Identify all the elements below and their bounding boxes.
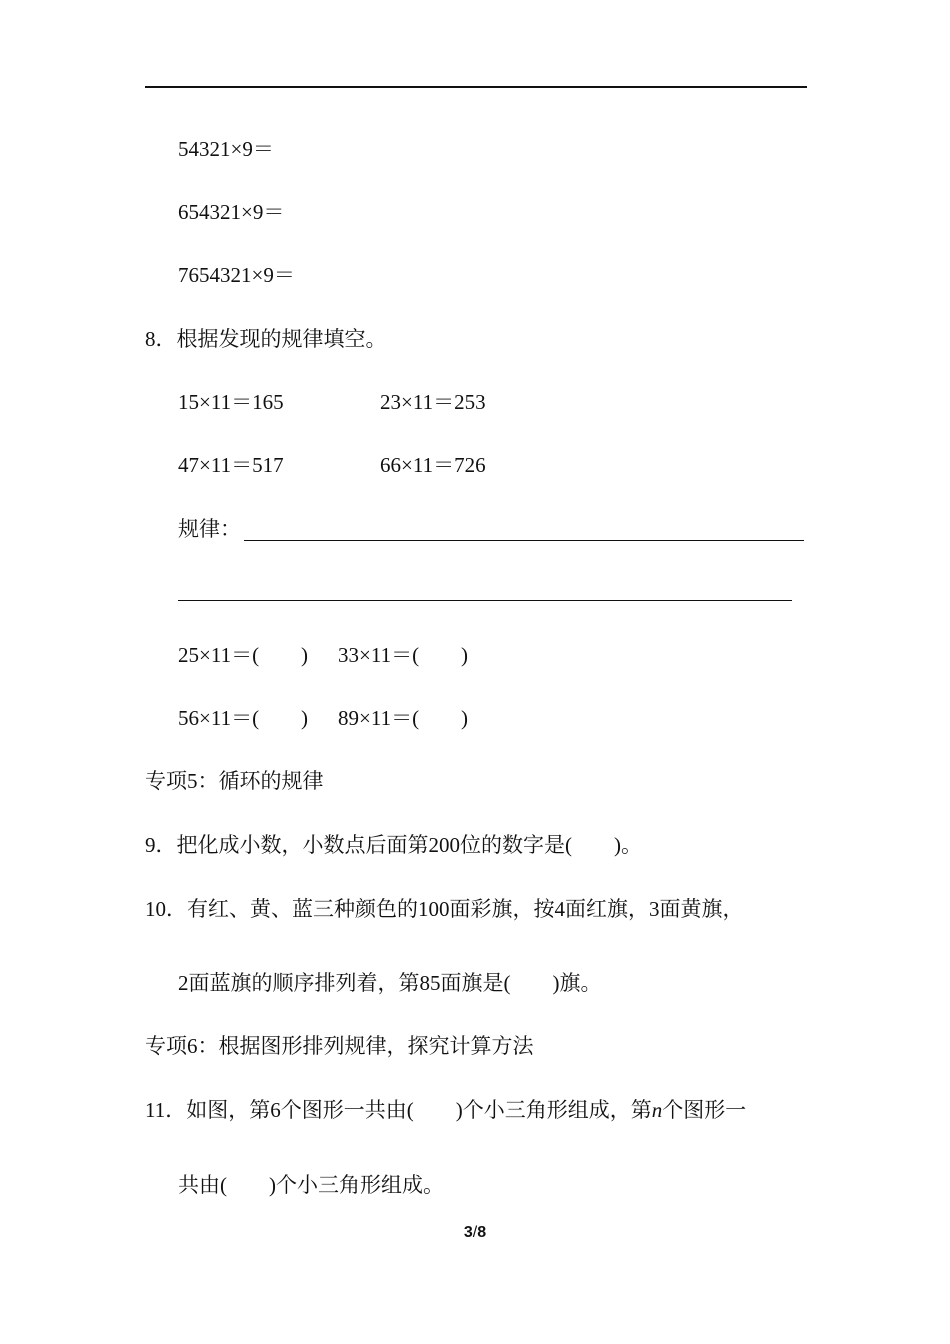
question-11-line-1 <box>145 1097 746 1123</box>
question-11-line-2: 共由( )个小三角形组成。 <box>178 1173 444 1197</box>
section-5-heading: 专项5：循环的规律 <box>145 769 324 793</box>
question-11-text-start: 11．如图，第6个图形一共由( )个小三角形组成，第 <box>145 1098 652 1122</box>
question-10-line-1: 10．有红、黄、蓝三种颜色的100面彩旗，按4面红旗，3面黄旗， <box>145 897 744 921</box>
example-15x11: 15×11＝165 <box>178 390 284 414</box>
equation-7654321: 7654321×9＝ <box>178 263 295 287</box>
top-answer-line <box>145 86 807 88</box>
equation-654321: 654321×9＝ <box>178 200 285 224</box>
rule-answer-line-1 <box>244 540 804 541</box>
page-current: 3 <box>463 1224 473 1241</box>
rule-label: 规律： <box>178 517 241 541</box>
fill-89x11: 89×11＝( ) <box>338 706 469 730</box>
fill-56x11: 56×11＝( ) <box>178 706 309 730</box>
variable-n: n <box>651 1098 663 1122</box>
example-47x11: 47×11＝517 <box>178 453 284 477</box>
page-separator: / <box>472 1224 478 1241</box>
page-total: 8 <box>477 1224 487 1241</box>
question-11-text-end: 个图形一 <box>662 1098 747 1122</box>
question-9: 9．把化成小数，小数点后面第200位的数字是( )。 <box>145 833 642 857</box>
fill-33x11: 33×11＝( ) <box>338 643 469 667</box>
section-6-heading: 专项6：根据图形排列规律，探究计算方法 <box>145 1034 534 1058</box>
question-8: 8．根据发现的规律填空。 <box>145 327 387 351</box>
page-number <box>0 1224 950 1242</box>
equation-54321: 54321×9＝ <box>178 137 274 161</box>
example-66x11: 66×11＝726 <box>380 453 486 477</box>
rule-answer-line-2 <box>178 600 792 601</box>
fill-25x11: 25×11＝( ) <box>178 643 309 667</box>
question-10-line-2: 2面蓝旗的顺序排列着，第85面旗是( )旗。 <box>178 971 602 995</box>
example-23x11: 23×11＝253 <box>380 390 486 414</box>
